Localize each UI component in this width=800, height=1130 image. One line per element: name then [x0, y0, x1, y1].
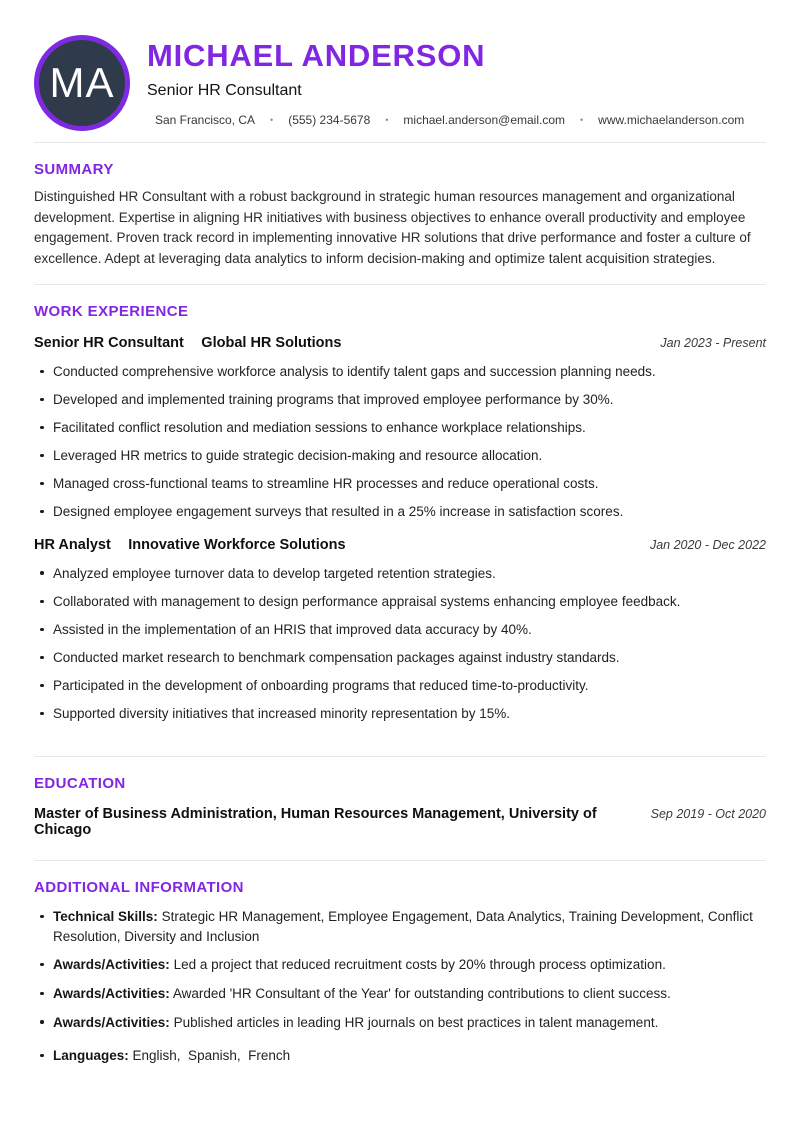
job-header-row: [34, 334, 766, 352]
job-bullet: Analyzed employee turnover data to develop targeted retention strategies.: [34, 564, 766, 584]
work-experience-section: [34, 284, 766, 756]
additional-info-list: [34, 907, 766, 1065]
info-item-awards: [34, 1013, 766, 1033]
dot-separator: •: [580, 115, 584, 126]
info-item-text: Published articles in leading HR journals on best practices in talent management.: [173, 1014, 659, 1030]
job-bullet: Developed and implemented training programs that improved employee performance by 30%.: [34, 390, 766, 410]
job-bullet-list: [34, 362, 766, 522]
job-bullet: Conducted comprehensive workforce analysis to identify talent gaps and succession planning needs.: [34, 362, 766, 382]
education-section: [34, 756, 766, 860]
info-item-text: English, Spanish, French: [132, 1048, 291, 1064]
work-experience-heading: WORK EXPERIENCE: [34, 303, 189, 321]
info-item-label: Awards/Activities:: [53, 986, 170, 1001]
job-company: Global HR Solutions: [201, 335, 342, 352]
job-header-row: [34, 536, 766, 554]
job-dates: Jan 2020 - Dec 2022: [649, 537, 766, 552]
info-item-label: Awards/Activities:: [53, 957, 170, 973]
job-bullet: Conducted market research to benchmark compensation packages against industry standards.: [34, 648, 766, 668]
job-bullet: Leveraged HR metrics to guide strategic decision-making and resource allocation.: [34, 446, 766, 466]
job-title-company: [34, 536, 346, 554]
info-item-awards: [34, 984, 766, 1004]
contact-website: www.michaelanderson.com: [598, 113, 745, 128]
resume-header: [34, 35, 766, 131]
info-item-label: Technical Skills:: [53, 909, 158, 925]
summary-section: [34, 142, 766, 284]
additional-information-heading: ADDITIONAL INFORMATION: [34, 879, 244, 897]
info-item-languages: [34, 1046, 766, 1066]
contact-location: San Francisco, CA: [155, 113, 256, 128]
dot-separator: •: [385, 115, 389, 126]
education-heading: EDUCATION: [34, 775, 126, 793]
summary-text: Distinguished HR Consultant with a robust background in strategic human resources management and organizational development. Expertise in aligning HR initiatives with business objectives to enhance overall productivity and employee engagement. Proven track record in implementing innovative HR solutions that drive performance and foster a culture of excellence. Adept at leveraging data analytics to inform decision-making and optimize talent acquisition strategies.: [34, 189, 751, 266]
info-item-technical-skills: [34, 907, 766, 946]
job-entry: [34, 536, 766, 724]
additional-information-section: [34, 860, 766, 1065]
education-degree: Master of Business Administration, Human Resources Management, University of Chicago: [34, 806, 597, 839]
job-role: Senior HR Consultant: [34, 335, 184, 352]
job-bullet: Collaborated with management to design performance appraisal systems enhancing employee feedback.: [34, 592, 766, 612]
info-item-label: Languages:: [53, 1048, 129, 1064]
info-item-label: Awards/Activities:: [53, 1014, 170, 1030]
contact-row: [155, 113, 744, 127]
dot-separator: •: [270, 115, 274, 126]
job-title-company: [34, 334, 341, 352]
job-entry: [34, 334, 766, 522]
contact-email: michael.anderson@email.com: [403, 113, 566, 128]
education-row: [34, 806, 766, 838]
job-company: Innovative Workforce Solutions: [128, 536, 346, 553]
job-dates: Jan 2023 - Present: [660, 336, 766, 351]
job-bullet: Designed employee engagement surveys that resulted in a 25% increase in satisfaction scores.: [34, 502, 766, 522]
job-bullet: Assisted in the implementation of an HRIS that improved data accuracy by 40%.: [34, 620, 766, 640]
candidate-name: MICHAEL ANDERSON: [147, 38, 486, 73]
job-bullet: Facilitated conflict resolution and mediation sessions to enhance workplace relationships.: [34, 418, 766, 438]
education-dates: Sep 2019 - Oct 2020: [650, 807, 766, 822]
job-bullet: Participated in the development of onboarding programs that reduced time-to-productivity.: [34, 676, 766, 696]
header-text: [147, 35, 744, 127]
avatar-initials: MA: [49, 59, 115, 106]
info-item-text: Strategic HR Management, Employee Engagement, Data Analytics, Training Development, Conflict Resolution, Diversity and Inclusion: [53, 909, 757, 944]
job-bullet-list: [34, 564, 766, 724]
info-item-text: Led a project that reduced recruitment costs by 20% through process optimization.: [173, 957, 666, 973]
candidate-title: Senior HR Consultant: [147, 82, 302, 100]
info-item-awards: [34, 955, 766, 975]
summary-heading: SUMMARY: [34, 161, 114, 178]
avatar: [34, 35, 130, 131]
info-item-text: Awarded 'HR Consultant of the Year' for outstanding contributions to client success.: [172, 986, 671, 1001]
job-bullet: Supported diversity initiatives that increased minority representation by 15%.: [34, 704, 766, 724]
job-bullet: Managed cross-functional teams to streamline HR processes and reduce operational costs.: [34, 474, 766, 494]
contact-phone: (555) 234-5678: [288, 113, 371, 128]
job-role: HR Analyst: [34, 536, 111, 553]
